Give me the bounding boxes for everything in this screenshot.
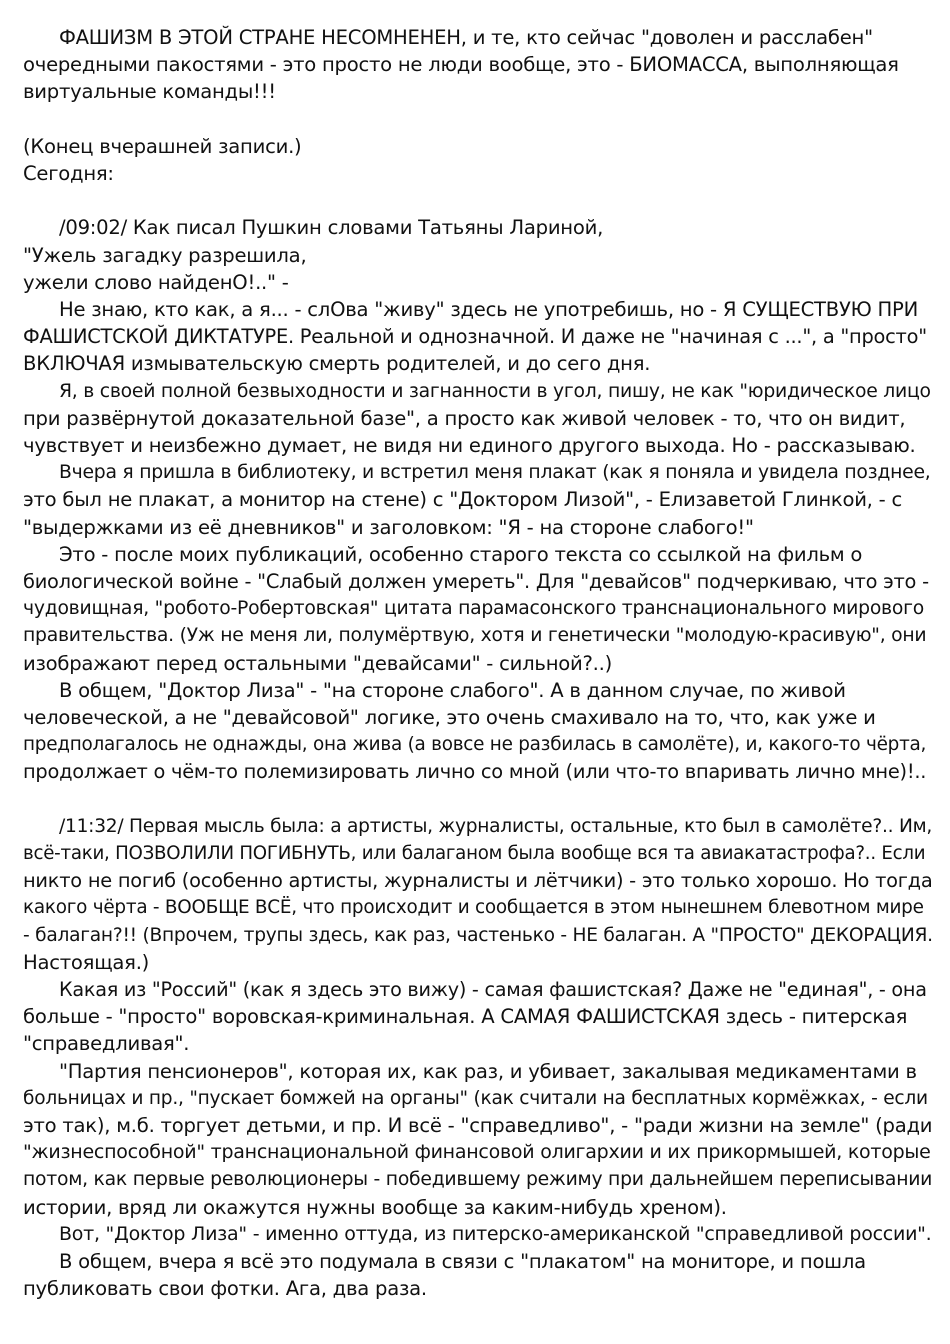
text-line: какого чёрта - ВООБЩЕ ВСЁ, что происходит и сообщается в этом нынешнем блевотном мире (23, 897, 924, 919)
text-line: ФАШИЗМ В ЭТОЙ СТРАНЕ НЕСОМНЕНЕН, и те, кто сейчас "доволен и расслабен" (59, 26, 873, 49)
blank-line (23, 786, 933, 813)
text-line: изображают перед остальными "девайсами" - сильной?..) (23, 651, 612, 675)
entry-1132 (23, 813, 933, 1303)
entry-0902 (23, 214, 933, 785)
text-line: /09:02/ Как писал Пушкин словами Татьяны Лариной, (59, 216, 604, 240)
text-line: ФАШИСТСКОЙ ДИКТАТУРЕ. Реальной и однозначной. И даже не "начиная с ...", а "просто" (23, 325, 927, 349)
text-line: продолжает о чём-то полемизировать лично со мной (или что-то впаривать лично мне)!.. (23, 760, 927, 784)
text-line: Не знаю, кто как, а я... - слОва "живу" здесь не употребишь, но - Я СУЩЕСТВУЮ ПРИ (59, 298, 919, 321)
text-line: всё-таки, ПОЗВОЛИЛИ ПОГИБНУТЬ, или балаганом была вообще вся та авиакатастрофа?.. Если (23, 843, 926, 865)
text-line: Я, в своей полной безвыходности и загнанности в угол, пишу, не как "юридическое лицо (59, 380, 931, 402)
text-line: "справедливая". (23, 1032, 190, 1056)
text-line: В общем, вчера я всё это подумала в связи с "плакатом" на мониторе, и пошла (59, 1250, 866, 1274)
blank-line (23, 187, 933, 214)
text-line: никто не погиб (особенно артисты, журналисты и лётчики) - это только хорошо. Но тогда (23, 869, 933, 893)
text-line: Какая из "Россий" (как я здесь это вижу) - самая фашистская? Даже не "единая", - она (59, 978, 927, 1002)
text-line: биологической войне - "Слабый должен умереть". Для "девайсов" подчеркиваю, что это - (23, 570, 929, 594)
text-line: "Ужель загадку разрешила, (23, 243, 307, 267)
text-line: это так), м.б. торгует детьми, и пр. И всё - "справедливо", - "ради жизни на земле" (ради (23, 1114, 933, 1138)
document-page (23, 24, 933, 1303)
text-line: истории, вряд ли окажутся нужны вообще за каким-нибудь хреном). (23, 1195, 727, 1219)
text-line: В общем, "Доктор Лиза" - "на стороне слабого". А в данном случае, по живой (59, 678, 846, 702)
text-line: Настоящая.) (23, 950, 150, 974)
blank-line (23, 106, 933, 133)
text-line: ужели слово найденО!.." - (23, 270, 289, 294)
text-line: очередными пакостями - это просто не люди вообще, это - БИОМАССА, выполняющая (23, 53, 899, 77)
text-line: ВКЛЮЧАЯ измывательскую смерть родителей, и до сего дня. (23, 352, 651, 376)
text-line: "Партия пенсионеров", которая их, как раз, и убивает, закалывая медикаментами в (59, 1059, 917, 1083)
text-line: чувствует и неизбежно думает, не видя ни единого другого выхода. Но - рассказываю. (23, 434, 916, 458)
text-line: потом, как первые революционеры - победившему режиму при дальнейшем переписывании (23, 1169, 933, 1191)
text-line: больницах и пр., "пускает бомжей на органы" (как считали на бесплатных кормёжках, - если (23, 1087, 928, 1109)
text-line: это был не плакат, а монитор на стене) с "Доктором Лизой", - Елизаветой Глинкой, - с (23, 488, 902, 512)
text-line: Это - после моих публикаций, особенно старого текста со ссылкой на фильм о (59, 542, 863, 566)
text-line: Вчера я пришла в библиотеку, и встретил меня плакат (как я поняла и увидела позднее, (59, 462, 931, 484)
text-line: "жизнеспособной" транснациональной финансовой олигархии и их прикормышей, которые (23, 1141, 931, 1164)
text-line: виртуальные команды!!! (23, 80, 276, 104)
text-line: /11:32/ Первая мысль была: а артисты, журналисты, остальные, кто был в самолёте?.. Им, (59, 815, 933, 837)
paragraph-fascism-statement (23, 24, 933, 106)
text-line: "выдержками из её дневников" и заголовком: "Я - на стороне слабого!" (23, 515, 754, 539)
text-line: Сегодня: (23, 162, 114, 185)
text-line: больше - "просто" воровская-криминальная. А САМАЯ ФАШИСТСКАЯ здесь - питерская (23, 1005, 908, 1029)
text-line: чудовищная, "робото-Робертовская" цитата парамасонского транснационального мирового (23, 598, 924, 620)
paragraph-end-of-entry (23, 133, 933, 187)
text-line: правительства. (Уж не меня ли, полумёртвую, хотя и генетически "молодую-красивую", они (23, 625, 927, 647)
text-line: Вот, "Доктор Лиза" - именно оттуда, из питерско-американской "справедливой россии". (59, 1222, 932, 1245)
text-line: человеческой, а не "девайсовой" логике, это очень смахивало на то, что, как уже и (23, 706, 876, 730)
text-line: - балаган?!! (Впрочем, трупы здесь, как раз, частенько - НЕ балаган. А "ПРОСТО" ДЕКОРАЦИЯ. (23, 924, 933, 946)
text-line: при развёрнутой доказательной базе", а просто как живой человек - то, что он видит, (23, 406, 906, 430)
text-line: публиковать свои фотки. Ага, два раза. (23, 1277, 427, 1301)
text-line: (Конец вчерашней записи.) (23, 134, 302, 158)
text-line: предполагалось не однажды, она жива (а вовсе не разбилась в самолёте), и, какого-то чёрта, (23, 734, 927, 756)
